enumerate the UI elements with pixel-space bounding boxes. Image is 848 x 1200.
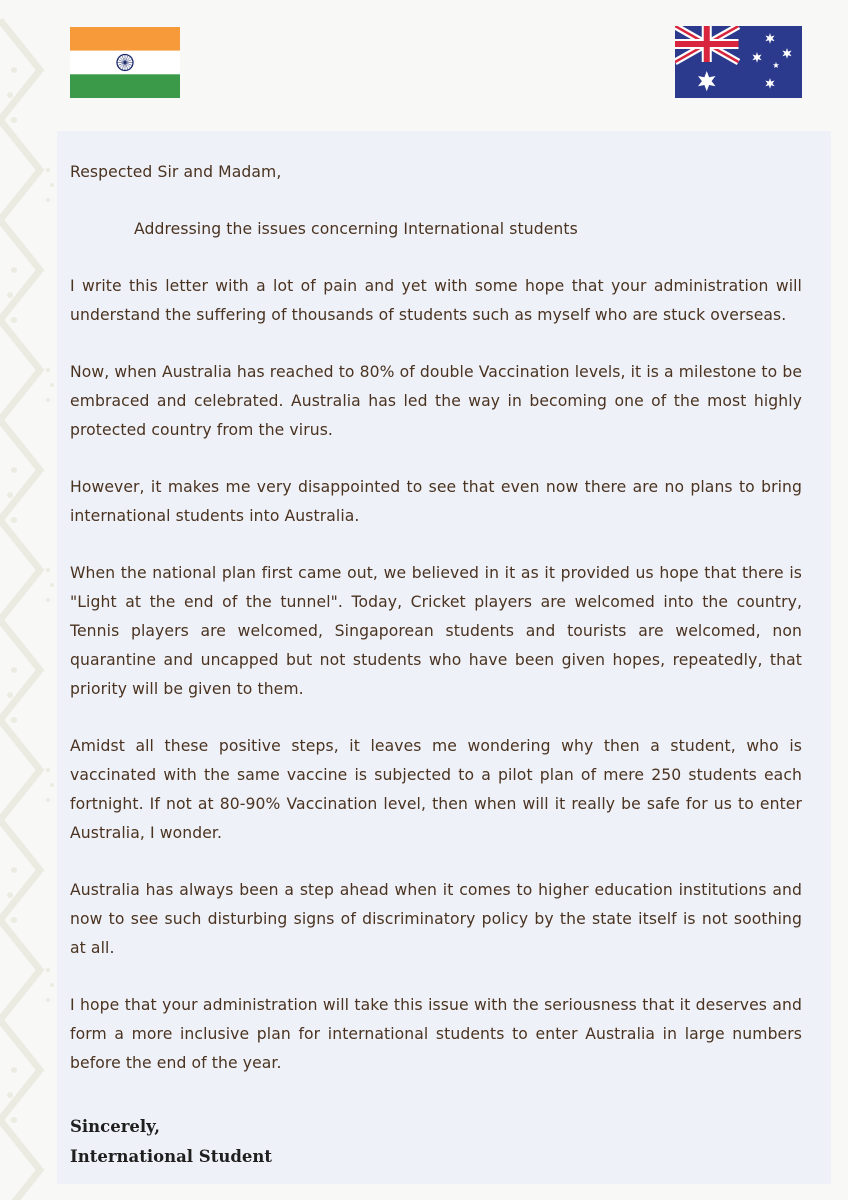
subject-line: Addressing the issues concerning International students: [134, 220, 578, 238]
closing: Sincerely,: [70, 1117, 160, 1136]
letter-body: [70, 158, 802, 1106]
australia-flag-icon: [675, 26, 802, 98]
signature: International Student: [70, 1147, 272, 1166]
salutation: Respected Sir and Madam,: [70, 163, 282, 181]
signoff: [70, 1112, 272, 1172]
decorative-border-pattern: [0, 0, 60, 1200]
paragraph-3: However, it makes me very disappointed to see that even now there are no plans to bring international students into Australia.: [70, 478, 802, 525]
paragraph-2: Now, when Australia has reached to 80% of double Vaccination levels, it is a milestone to be embraced and celebrated. Australia has led the way in becoming one of the most highly protected country from the virus.: [70, 363, 803, 439]
paragraph-5: Amidst all these positive steps, it leaves me wondering why then a student, who is vaccinated with the same vaccine is subjected to a pilot plan of mere 250 students each fortnight. If not at 80-90% Vaccination level, then when will it really be safe for us to enter Australia, I wonder.: [70, 737, 802, 842]
paragraph-6: Australia has always been a step ahead when it comes to higher education institutions and now to see such disturbing signs of discriminatory policy by the state itself is not soothing at all.: [70, 881, 802, 957]
paragraph-1: I write this letter with a lot of pain and yet with some hope that your administration will understand the suffering of thousands of students such as myself who are stuck overseas.: [70, 277, 802, 324]
india-flag-icon: [70, 27, 180, 98]
paragraph-7: I hope that your administration will take this issue with the seriousness that it deserves and form a more inclusive plan for international students to enter Australia in large numbers before the end of the year.: [70, 996, 802, 1072]
paragraph-4: When the national plan first came out, we believed in it as it provided us hope that there is "Light at the end of the tunnel". Today, Cricket players are welcomed into the country, Tennis players are welcomed, Singaporean students and tourists are welcomed, non quarantine and uncapped but not students who have been given hopes, repeatedly, that priority will be given to them.: [70, 564, 802, 698]
